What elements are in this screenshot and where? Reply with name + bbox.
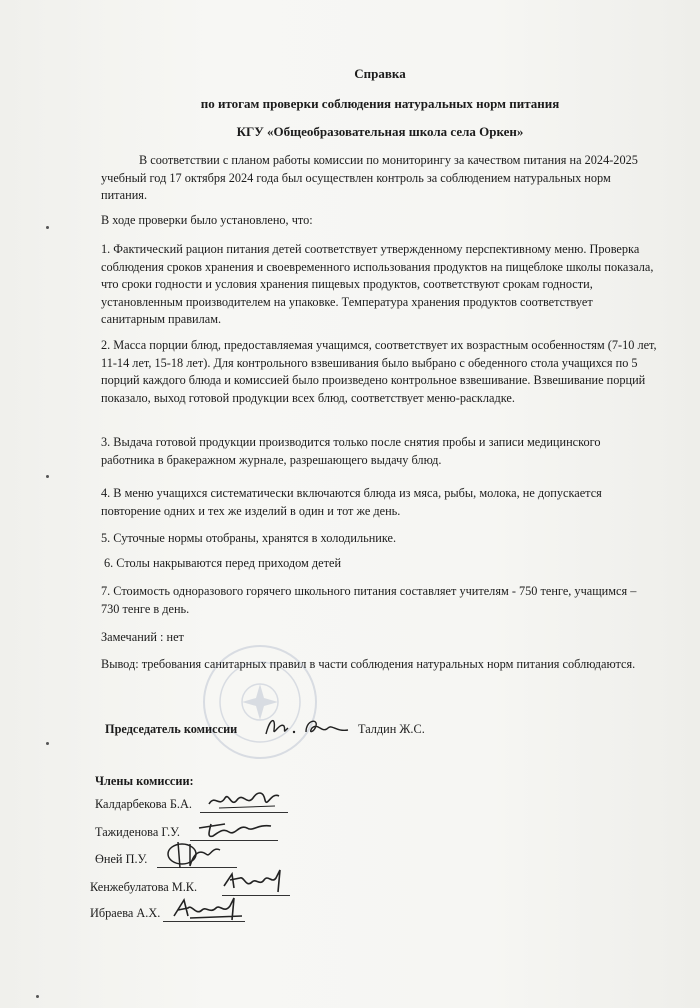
finding-4: 4. В меню учащихся систематически включаются блюда из мяса, рыбы, молока, не допускается повторение одних и тех же изделий в один и тот же день. bbox=[101, 486, 602, 518]
finding-7: 7. Стоимость одноразового горячего школьного питания составляет учителям - 750 тенге, учащимся – 730 тенге в день. bbox=[101, 584, 637, 616]
member-name: Кенжебулатова М.К. bbox=[90, 880, 198, 894]
document-title: Справка bbox=[354, 66, 406, 81]
member-name: Калдарбекова Б.А. bbox=[95, 797, 192, 811]
member-name: Өней П.У. bbox=[95, 852, 148, 866]
intro-paragraph: В соответствии с планом работы комиссии по мониторингу за качеством питания на 2024-2025 учебный год 17 октября 2024 года был осуществлен контроль за соблюдением натуральных норм питания. bbox=[101, 153, 638, 203]
chairman-signature-icon bbox=[262, 712, 352, 742]
finding-2: 2. Масса порции блюд, предоставляемая учащимся, соответствует их возрастным особенностям (7-10 лет, 11-14 лет, 15-18 лет). Для контрольного взвешивания было выбрано с обеденного стола учащихся по 5 порций каждого блюда и комиссией было произведено контрольное взвешивание. Взвешивание порций показало, выход готовой продукции всех блюд, соответствует меню-раскладке. bbox=[101, 338, 657, 405]
remarks: Замечаний : нет bbox=[101, 630, 184, 644]
organization-name: КГУ «Общеобразовательная школа села Оркен» bbox=[236, 124, 524, 139]
scan-speck bbox=[46, 226, 49, 229]
chairman-label: Председатель комиссии bbox=[105, 722, 238, 736]
finding-5: 5. Суточные нормы отобраны, хранятся в холодильнике. bbox=[101, 531, 397, 545]
member-signature-icon bbox=[170, 894, 246, 924]
chairman-name: Талдин Ж.С. bbox=[358, 722, 425, 736]
document-subtitle: по итогам проверки соблюдения натуральных норм питания bbox=[200, 96, 560, 111]
member-signature-icon bbox=[220, 866, 292, 896]
member-name: Тажиденова Г.У. bbox=[95, 825, 180, 839]
member-name: Ибраева А.Х. bbox=[90, 906, 161, 920]
finding-1: 1. Фактический рацион питания детей соответствует утвержденному перспективному меню. Проверка соблюдения сроков хранения и своевременного использования продуктов на пищеблоке школы показала, что сроки годности и условия хранения пищевых продуктов, соответствуют срокам годности, установленным производителем на упаковке. Температура хранения продуктов соответствует санитарным правилам. bbox=[101, 242, 654, 327]
scan-speck bbox=[46, 475, 49, 478]
round-stamp-icon bbox=[200, 642, 320, 762]
scan-speck bbox=[46, 742, 49, 745]
finding-6: 6. Столы накрываются перед приходом детей bbox=[104, 556, 342, 570]
findings-intro: В ходе проверки было установлено, что: bbox=[101, 213, 313, 227]
member-signature-icon bbox=[205, 786, 285, 814]
conclusion: Вывод: требования санитарных правил в части соблюдения натуральных норм питания соблюдаются. bbox=[101, 657, 636, 671]
finding-3: 3. Выдача готовой продукции производится только после снятия пробы и записи медицинского работника в бракеражном журнале, разрешающего выдачу блюд. bbox=[101, 435, 601, 467]
scan-speck bbox=[36, 995, 39, 998]
members-title: Члены комиссии: bbox=[95, 774, 194, 788]
